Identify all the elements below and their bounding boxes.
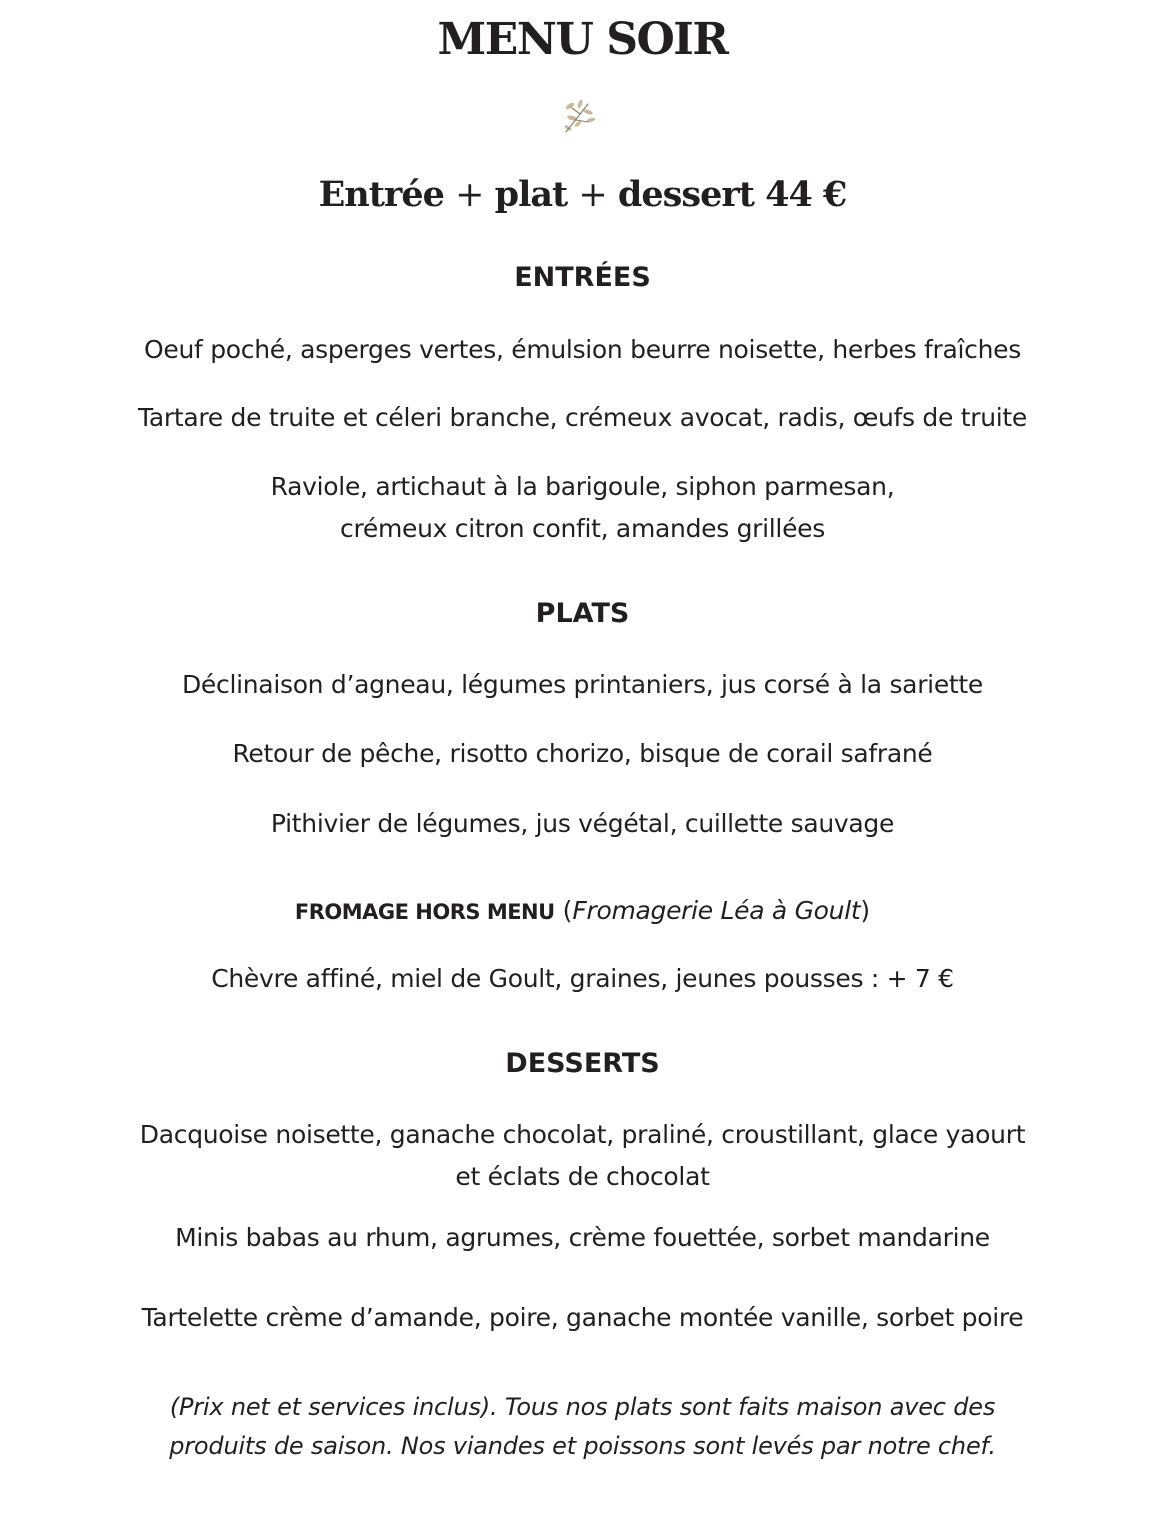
formula-plat: plat	[494, 174, 568, 215]
menu-item: Minis babas au rhum, agrumes, crème fouettée, sorbet mandarine	[175, 1223, 990, 1252]
formula-entree: Entrée	[318, 174, 444, 215]
section-heading-plats: PLATS	[535, 598, 630, 629]
footer-note-line: (Prix net et services inclus). Tous nos plats sont faits maison avec des	[169, 1393, 996, 1421]
fromage-source: Fromagerie Léa à Goult	[572, 896, 861, 925]
menu-item: Tartare de truite et céleri branche, crémeux avocat, radis, œufs de truite	[138, 403, 1027, 432]
footer-note-line: produits de saison. Nos viandes et poissons sont levés par notre chef.	[169, 1432, 996, 1460]
formula-plus: +	[578, 175, 607, 215]
leaf-sprig-icon	[558, 96, 602, 136]
menu-item: Oeuf poché, asperges vertes, émulsion beurre noisette, herbes fraîches	[144, 335, 1021, 364]
fromage-label: FROMAGE HORS MENU	[294, 900, 555, 924]
menu-formula-price	[0, 168, 1165, 222]
page-title: MENU SOIR	[437, 14, 728, 65]
menu-item: Déclinaison d’agneau, légumes printaniers, jus corsé à la sariette	[181, 670, 983, 699]
menu-item: et éclats de chocolat	[455, 1162, 710, 1191]
fromage-open-paren: (	[554, 896, 573, 925]
formula-dessert-price: dessert 44 €	[617, 174, 847, 215]
section-heading-fromage	[0, 890, 1165, 933]
menu-item: Dacquoise noisette, ganache chocolat, praliné, croustillant, glace yaourt	[139, 1120, 1026, 1149]
section-heading-entrees: ENTRÉES	[514, 262, 651, 293]
menu-item: Tartelette crème d’amande, poire, ganache montée vanille, sorbet poire	[141, 1303, 1024, 1332]
menu-item: Pithivier de légumes, jus végétal, cuillette sauvage	[270, 809, 895, 838]
fromage-close-paren: )	[860, 896, 871, 925]
menu-item: Raviole, artichaut à la barigoule, siphon parmesan,	[270, 472, 895, 501]
menu-item: crémeux citron confit, amandes grillées	[340, 514, 825, 543]
menu-item: Chèvre affiné, miel de Goult, graines, jeunes pousses : + 7 €	[211, 964, 954, 993]
menu-item: Retour de pêche, risotto chorizo, bisque de corail safrané	[232, 739, 933, 768]
section-heading-desserts: DESSERTS	[505, 1048, 660, 1079]
formula-plus: +	[455, 175, 484, 215]
